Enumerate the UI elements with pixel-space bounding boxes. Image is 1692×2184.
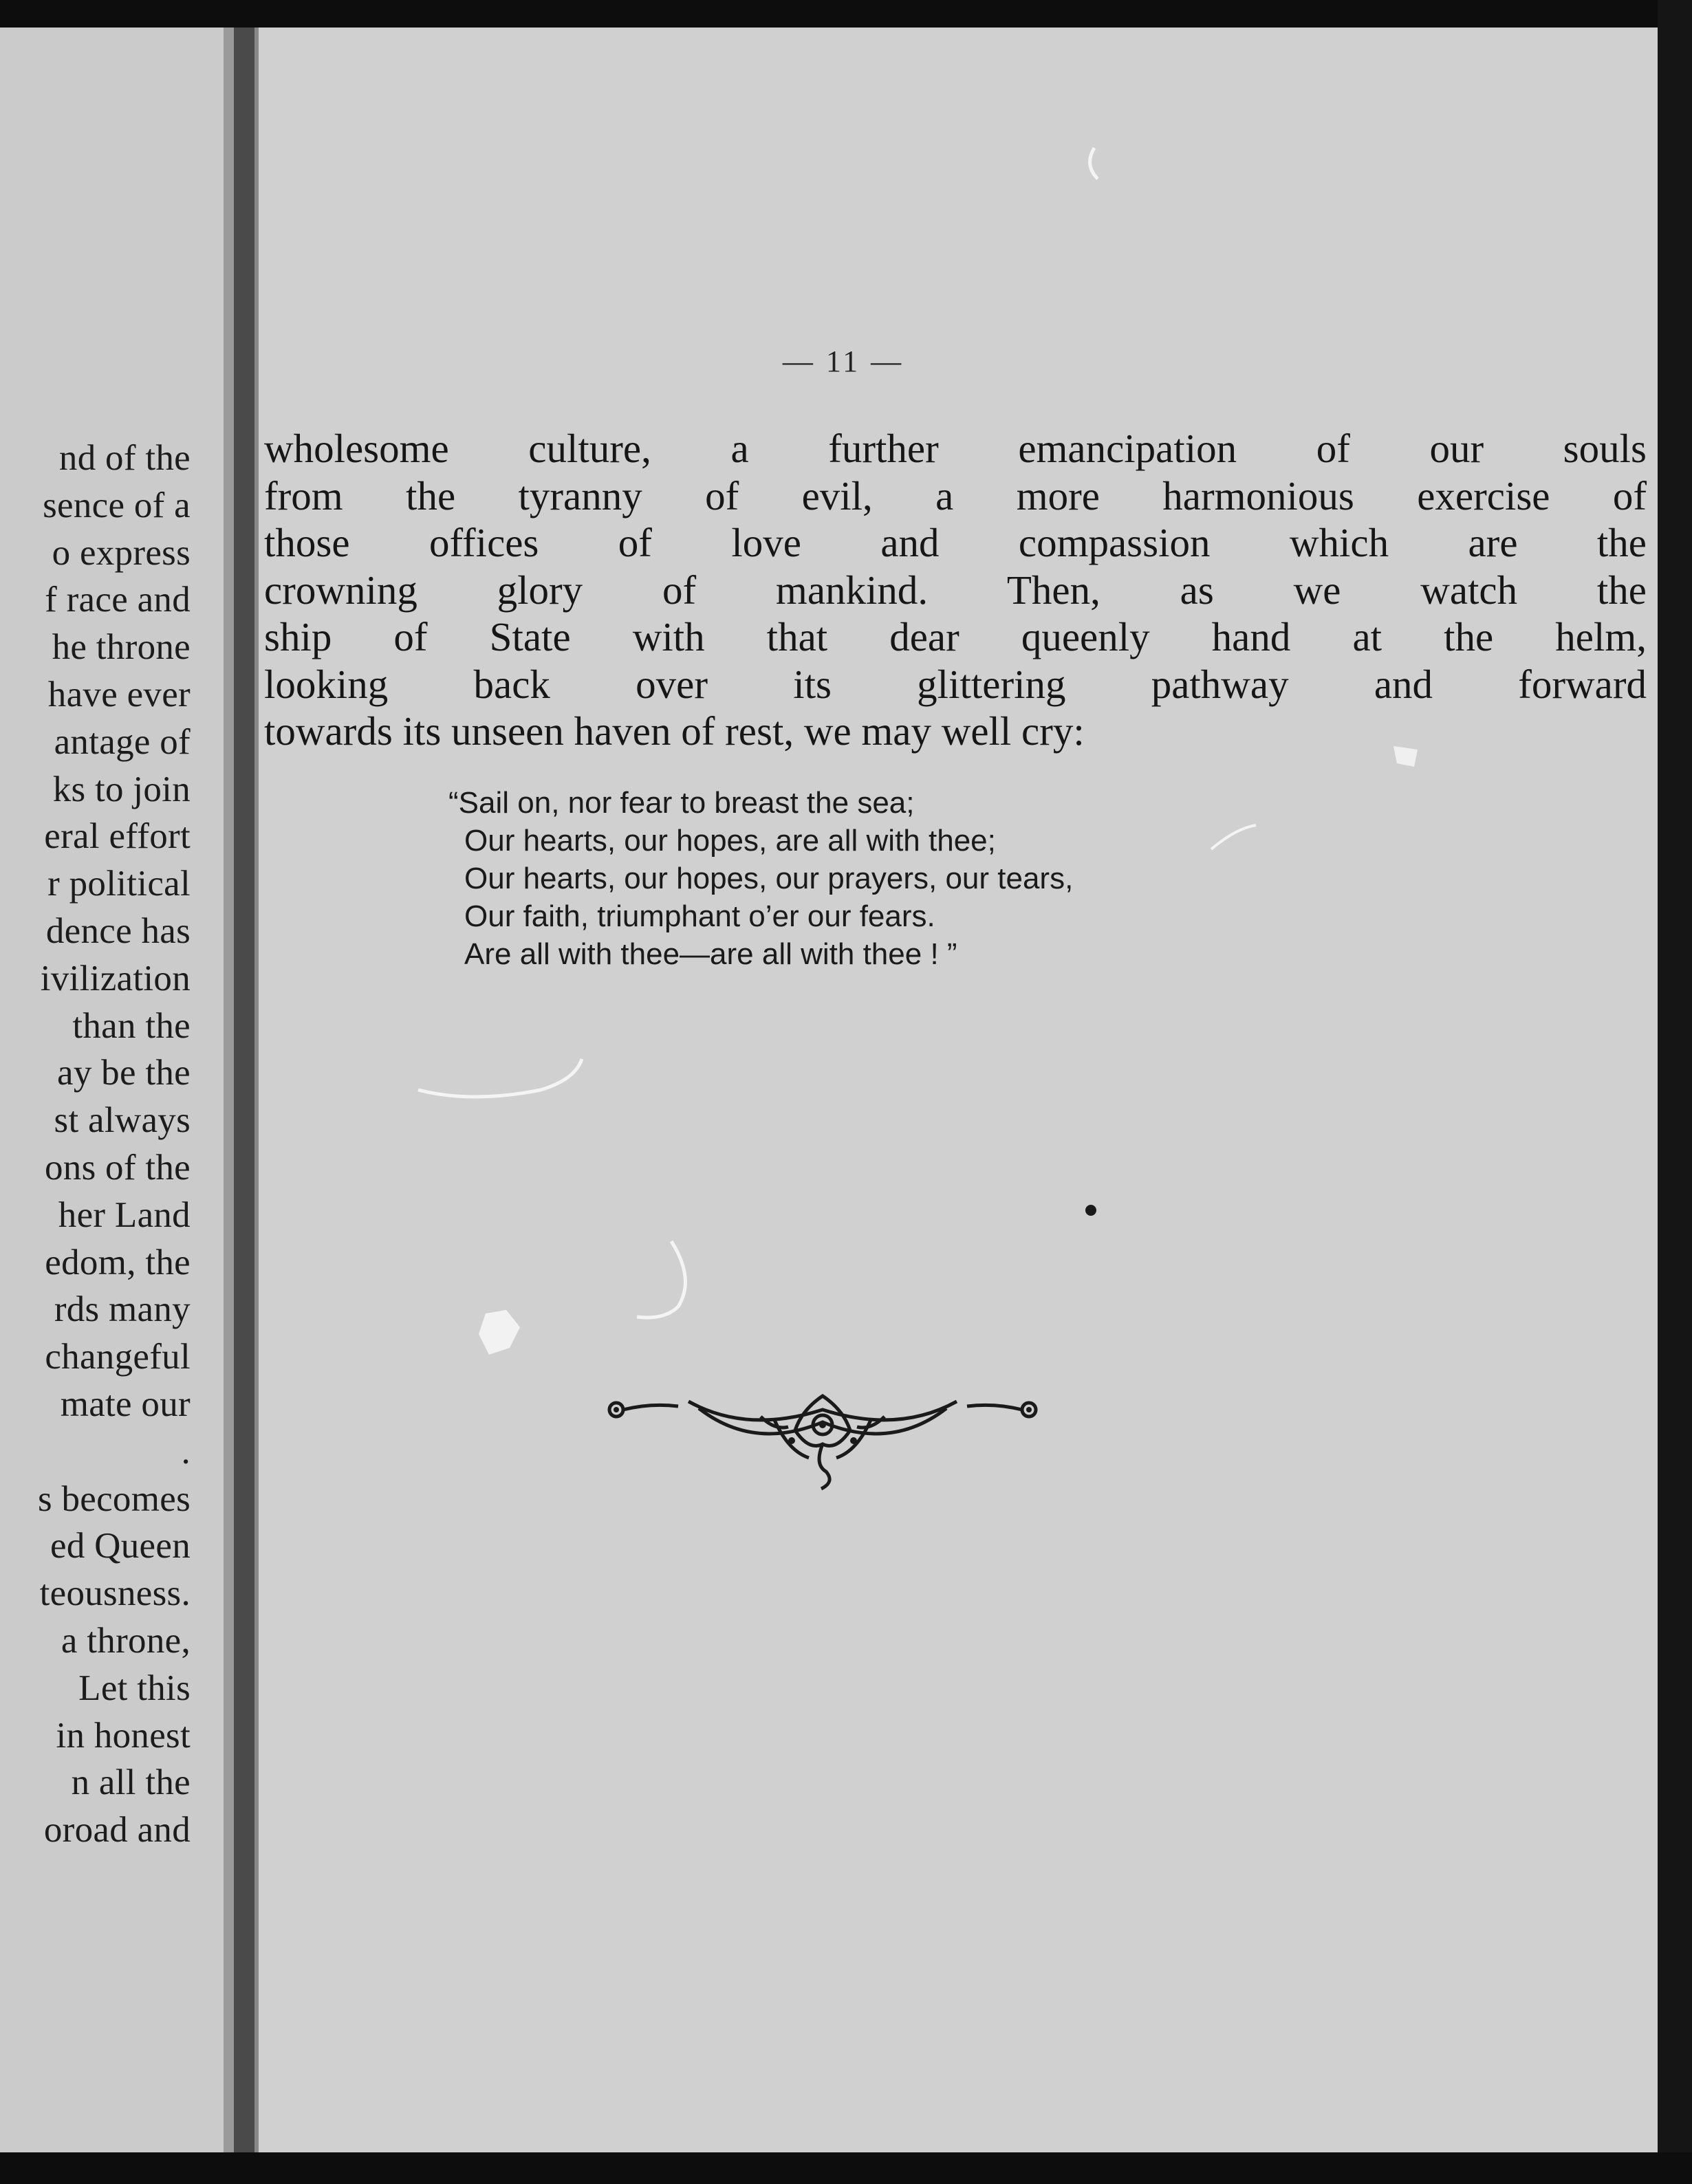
left-line: . xyxy=(181,1431,191,1472)
scratch-mark xyxy=(1081,144,1108,186)
left-line: n all the xyxy=(71,1762,191,1803)
left-line: in honest xyxy=(56,1715,191,1756)
scan-frame-bottom xyxy=(0,2152,1692,2184)
left-line: r political xyxy=(47,864,191,904)
paragraph-line: wholesome culture, a further emancipation of our souls xyxy=(264,426,1647,471)
left-line: mate our xyxy=(60,1384,191,1424)
left-line: eral effort xyxy=(44,816,191,857)
left-line: ks to join xyxy=(52,769,191,809)
left-line: Let this xyxy=(78,1668,191,1708)
left-line: he throne xyxy=(52,627,191,668)
left-page-text xyxy=(38,435,191,1854)
left-line: ivilization xyxy=(40,958,191,998)
left-line: ons of the xyxy=(44,1147,191,1188)
ornament-fleuron-icon xyxy=(596,1368,1050,1506)
left-line: edom, the xyxy=(45,1242,191,1282)
right-page xyxy=(259,28,1658,2152)
page-edge-shadow xyxy=(224,28,234,2152)
ink-dot xyxy=(1085,1205,1096,1216)
left-line: oroad and xyxy=(43,1810,191,1850)
left-line: teousness. xyxy=(39,1573,191,1614)
book-gutter xyxy=(234,28,254,2152)
left-line: o express xyxy=(52,532,191,573)
scan-frame-top xyxy=(0,0,1692,28)
scratch-mark xyxy=(1208,818,1263,860)
left-line: dence has xyxy=(45,910,191,951)
left-line: rds many xyxy=(54,1289,191,1330)
paragraph-line: crowning glory of mankind. Then, as we watch the xyxy=(264,567,1647,613)
verse-line: Our hearts, our hopes, are all with thee; xyxy=(464,824,996,858)
verse-line: “Sail on, nor fear to breast the sea; xyxy=(448,786,915,820)
left-line: st always xyxy=(54,1100,191,1141)
body-paragraph xyxy=(264,425,1647,755)
left-line: antage of xyxy=(54,721,191,762)
left-line: her Land xyxy=(58,1194,191,1235)
dust-spot xyxy=(1387,736,1428,777)
scan-frame-right xyxy=(1658,0,1692,2184)
scratch-mark xyxy=(630,1238,699,1334)
verse-line: Are all with thee—are all with thee ! ” xyxy=(464,937,957,971)
verse-quotation xyxy=(448,784,1073,973)
paragraph-line: from the tyranny of evil, a more harmonious exercise of xyxy=(264,472,1647,518)
paragraph-line: towards its unseen haven of rest, we may well cry: xyxy=(264,708,1085,754)
left-line: s becomes xyxy=(38,1478,191,1519)
paragraph-line: those offices of love and compassion which are the xyxy=(264,520,1647,565)
left-line: ay be the xyxy=(57,1053,191,1093)
dust-spot xyxy=(472,1307,527,1362)
left-line: changeful xyxy=(45,1337,191,1377)
left-line: than the xyxy=(72,1005,191,1046)
verse-line: Our faith, triumphant o’er our fears. xyxy=(464,899,935,933)
left-line: have ever xyxy=(47,674,191,714)
page-number: — 11 — xyxy=(782,345,904,378)
left-line: nd of the xyxy=(58,438,191,478)
paragraph-line: looking back over its glittering pathway and forward xyxy=(264,661,1647,707)
left-line: ed Queen xyxy=(50,1526,191,1566)
scratch-mark xyxy=(417,1052,609,1107)
left-line: a throne, xyxy=(61,1620,191,1661)
left-line: sence of a xyxy=(43,485,191,525)
verse-line: Our hearts, our hopes, our prayers, our tears, xyxy=(464,862,1074,895)
paragraph-line: ship of State with that dear queenly hand at the helm, xyxy=(264,614,1647,659)
left-page xyxy=(0,28,224,2152)
left-line: f race and xyxy=(45,580,191,620)
